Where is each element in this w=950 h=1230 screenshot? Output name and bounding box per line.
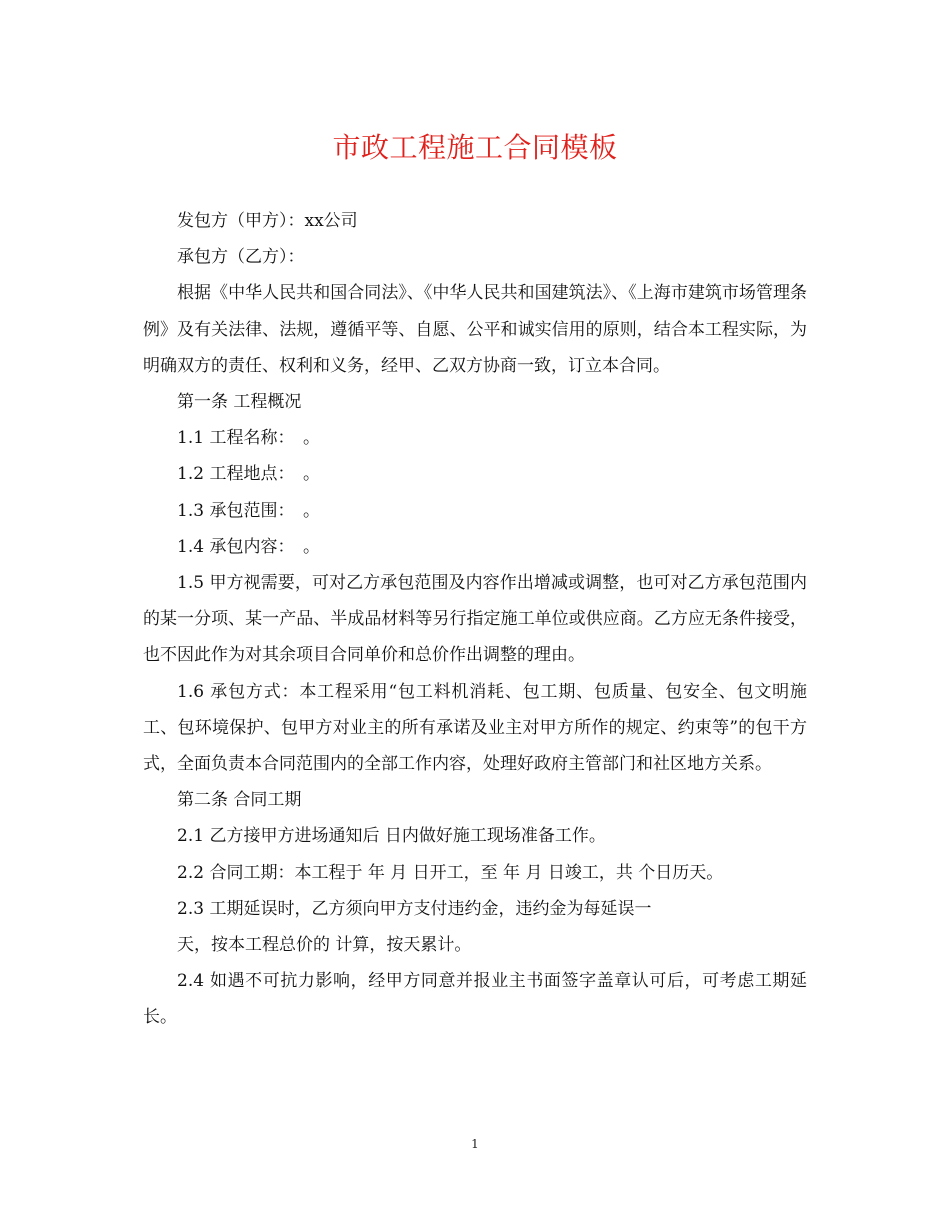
page-number: 1 xyxy=(471,1137,479,1151)
clause-2-3: 2.3 工期延误时，乙方须向甲方支付违约金，违约金为每延误一 xyxy=(177,898,652,919)
clause-1-1: 1.1 工程名称： 。 xyxy=(177,428,320,449)
clause-2-2: 2.2 合同工期：本工程于 年 月 日开工，至 年 月 日竣工，共 个日历天。 xyxy=(177,862,724,883)
clause-1-5: 1.5 甲方视需要，可对乙方承包范围及内容作出增减或调整，也可对乙方承包范围内的某一分项、某一产品、半成品材料等另行指定施工单位或供应商。乙方应无条件接受，也不因此作为对其余项目合同单价和总价作出调整的理由。 xyxy=(143,573,807,666)
party-a-line: 发包方（甲方）：xx公司 xyxy=(177,211,358,231)
document-body xyxy=(143,203,807,1036)
article-1-heading: 第一条 工程概况 xyxy=(177,392,302,413)
preamble-paragraph: 根据《中华人民共和国合同法》、《中华人民共和国建筑法》、《上海市建筑市场管理条例》及有关法律、法规，遵循平等、自愿、公平和诚实信用的原则，结合本工程实际，为明确双方的责任、权利和义务，经甲、乙双方协商一致，订立本合同。 xyxy=(143,283,807,376)
article-2-heading: 第二条 合同工期 xyxy=(177,790,302,811)
clause-2-3-continued: 天，按本工程总价的 计算，按天累计。 xyxy=(177,935,472,956)
clause-2-1: 2.1 乙方接甲方进场通知后 日内做好施工现场准备工作。 xyxy=(177,826,606,847)
clause-1-6: 1.6 承包方式：本工程采用“包工料机消耗、包工期、包质量、包安全、包文明施工、包环境保护、包甲方对业主的所有承诺及业主对甲方所作的规定、约束等”的包干方式，全面负责本合同范围内的全部工作内容，处理好政府主管部门和社区地方关系。 xyxy=(143,681,807,775)
party-b-line: 承包方（乙方）： xyxy=(177,247,305,268)
clause-2-4: 2.4 如遇不可抗力影响，经甲方同意并报业主书面签字盖章认可后，可考虑工期延长。 xyxy=(143,971,807,1028)
clause-1-4: 1.4 承包内容： 。 xyxy=(177,536,320,557)
document-title: 市政工程施工合同模板 xyxy=(332,131,618,164)
clause-1-3: 1.3 承包范围： 。 xyxy=(177,500,320,521)
clause-1-2: 1.2 工程地点： 。 xyxy=(177,464,320,485)
